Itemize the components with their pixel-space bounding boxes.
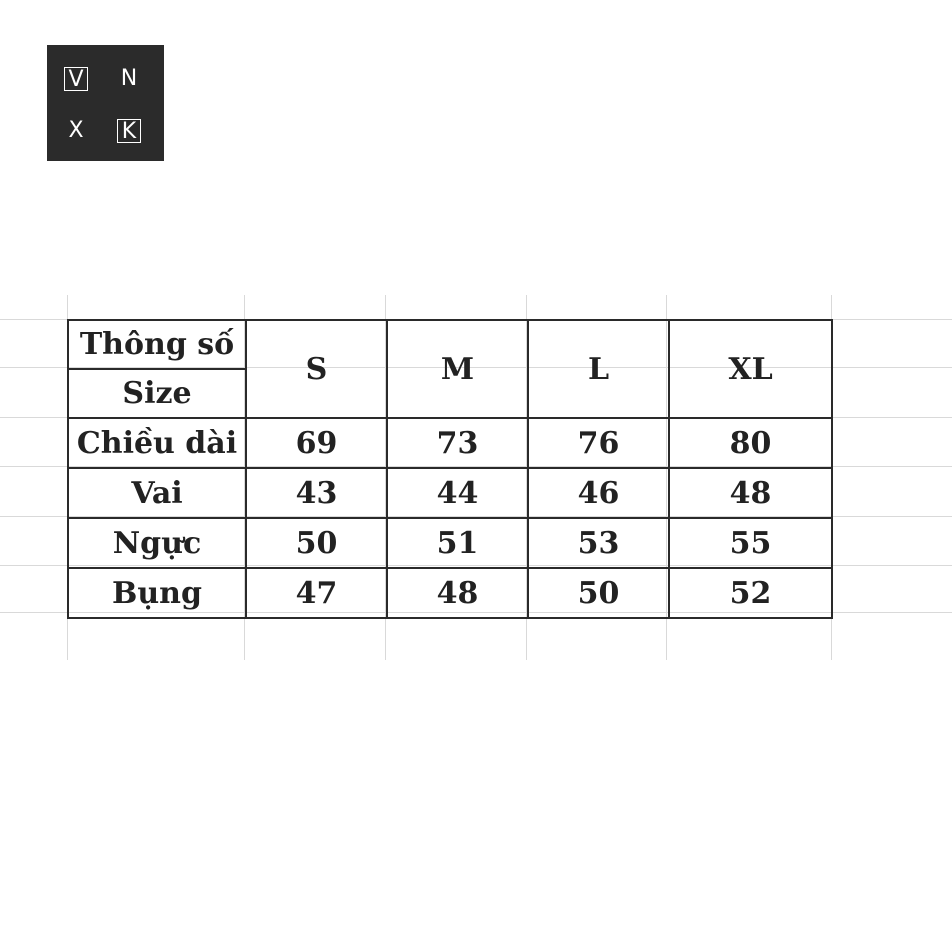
size-chart-table [67, 319, 833, 619]
table-cell: 46 [528, 468, 669, 518]
brand-logo [47, 45, 164, 161]
table-cell: 53 [528, 518, 669, 568]
table-row [68, 568, 832, 618]
table-cell: 51 [387, 518, 528, 568]
table-cell: 50 [528, 568, 669, 618]
table-row [68, 468, 832, 518]
logo-letter-k: K [117, 119, 141, 143]
header-label-cell [68, 320, 246, 418]
table-cell: 48 [387, 568, 528, 618]
header-spec-label: Thông số [69, 321, 245, 370]
table-cell: 47 [246, 568, 387, 618]
row-label: Vai [68, 468, 246, 518]
size-header-s: S [246, 320, 387, 418]
table-cell: 48 [669, 468, 832, 518]
table-cell: 55 [669, 518, 832, 568]
logo-letter-v: V [64, 67, 88, 91]
size-header-m: M [387, 320, 528, 418]
table-cell: 50 [246, 518, 387, 568]
logo-letter-x: X [68, 118, 84, 143]
table-cell: 69 [246, 418, 387, 468]
table-cell: 76 [528, 418, 669, 468]
table-cell: 80 [669, 418, 832, 468]
table-cell: 44 [387, 468, 528, 518]
row-label: Chiều dài [68, 418, 246, 468]
table-cell: 43 [246, 468, 387, 518]
row-label: Ngực [68, 518, 246, 568]
row-label: Bụng [68, 568, 246, 618]
table-cell: 73 [387, 418, 528, 468]
header-size-label: Size [122, 376, 192, 411]
logo-letter-n: N [120, 66, 138, 91]
table-header-row [68, 320, 832, 418]
table-cell: 52 [669, 568, 832, 618]
size-header-xl: XL [669, 320, 832, 418]
size-header-l: L [528, 320, 669, 418]
table-row [68, 418, 832, 468]
table-row [68, 518, 832, 568]
